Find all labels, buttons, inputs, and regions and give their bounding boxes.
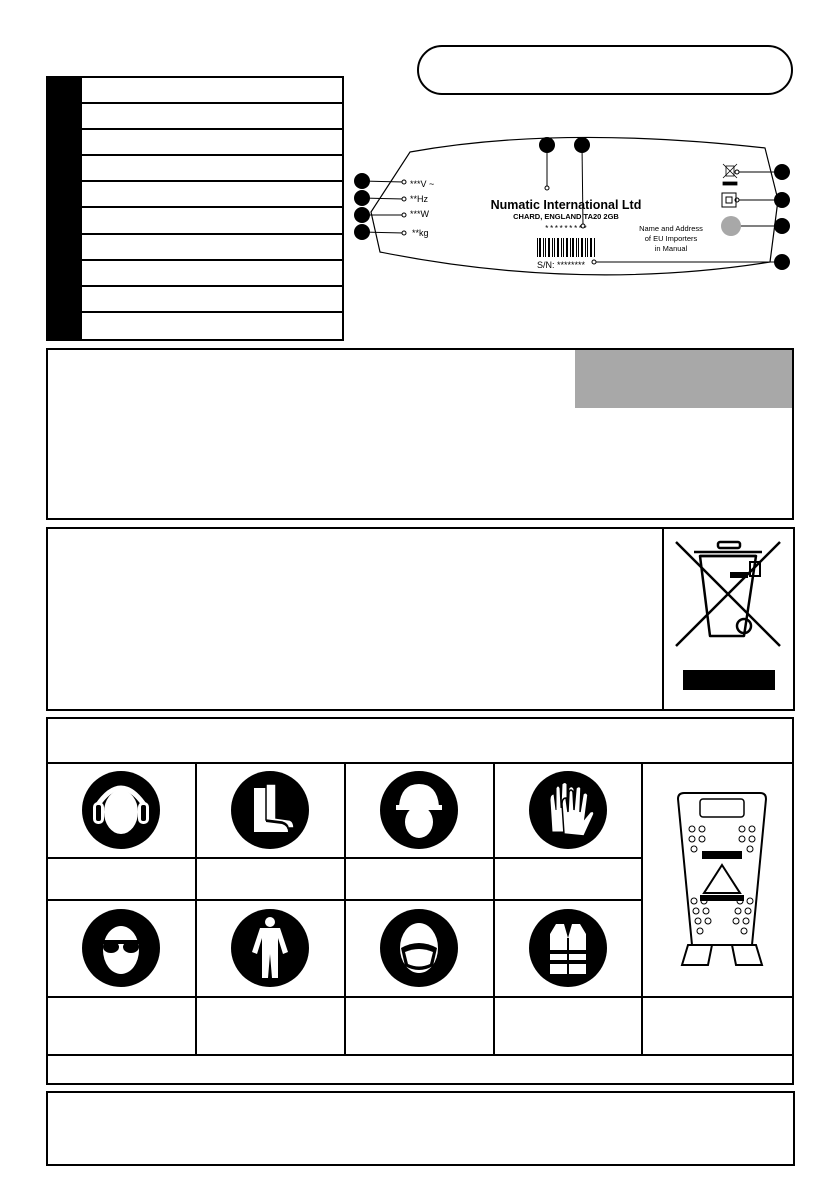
legend-table-sidebar [48,78,82,339]
crossed-out-wheelie-bin-icon [670,534,788,694]
legend-row [82,130,342,156]
power-label: ***W [410,209,430,219]
company-name: Numatic International Ltd [490,198,642,212]
weight-label: **kg [412,228,429,238]
rating-plate-diagram [350,130,800,330]
gloves-icon [528,770,608,850]
section-4 [46,1091,795,1166]
grey-tab [575,350,792,408]
legend-row [82,156,342,182]
title-pill [417,45,793,95]
frequency-label: **Hz [410,194,429,204]
overalls-icon [230,908,310,988]
legend-row [82,104,342,130]
legend-table [46,76,344,341]
legend-row [82,78,342,104]
importer-line-3: in Manual [654,244,688,253]
legend-row [82,261,342,287]
importer-line-2: of EU Importers [644,234,698,243]
caution-floor-sign-icon [672,785,772,975]
legend-row [82,235,342,261]
eye-protection-icon [81,908,161,988]
safety-boots-icon [230,770,310,850]
weee-divider [662,529,664,709]
hi-vis-vest-icon [528,908,608,988]
legend-row [82,313,342,339]
voltage-label: ***V ~ [410,179,435,189]
dust-mask-icon [379,908,459,988]
grey-badge-icon [721,216,741,236]
company-address: CHARD, ENGLAND TA20 2GB [513,212,619,221]
weee-black-bar [683,670,775,690]
importer-line-1: Name and Address [639,224,703,233]
serial-number: S/N: ******** [537,260,586,270]
code-mask: ********* [544,225,588,234]
legend-row [82,208,342,234]
ear-protection-icon [81,770,161,850]
hard-hat-icon [379,770,459,850]
legend-row [82,287,342,313]
legend-row [82,182,342,208]
